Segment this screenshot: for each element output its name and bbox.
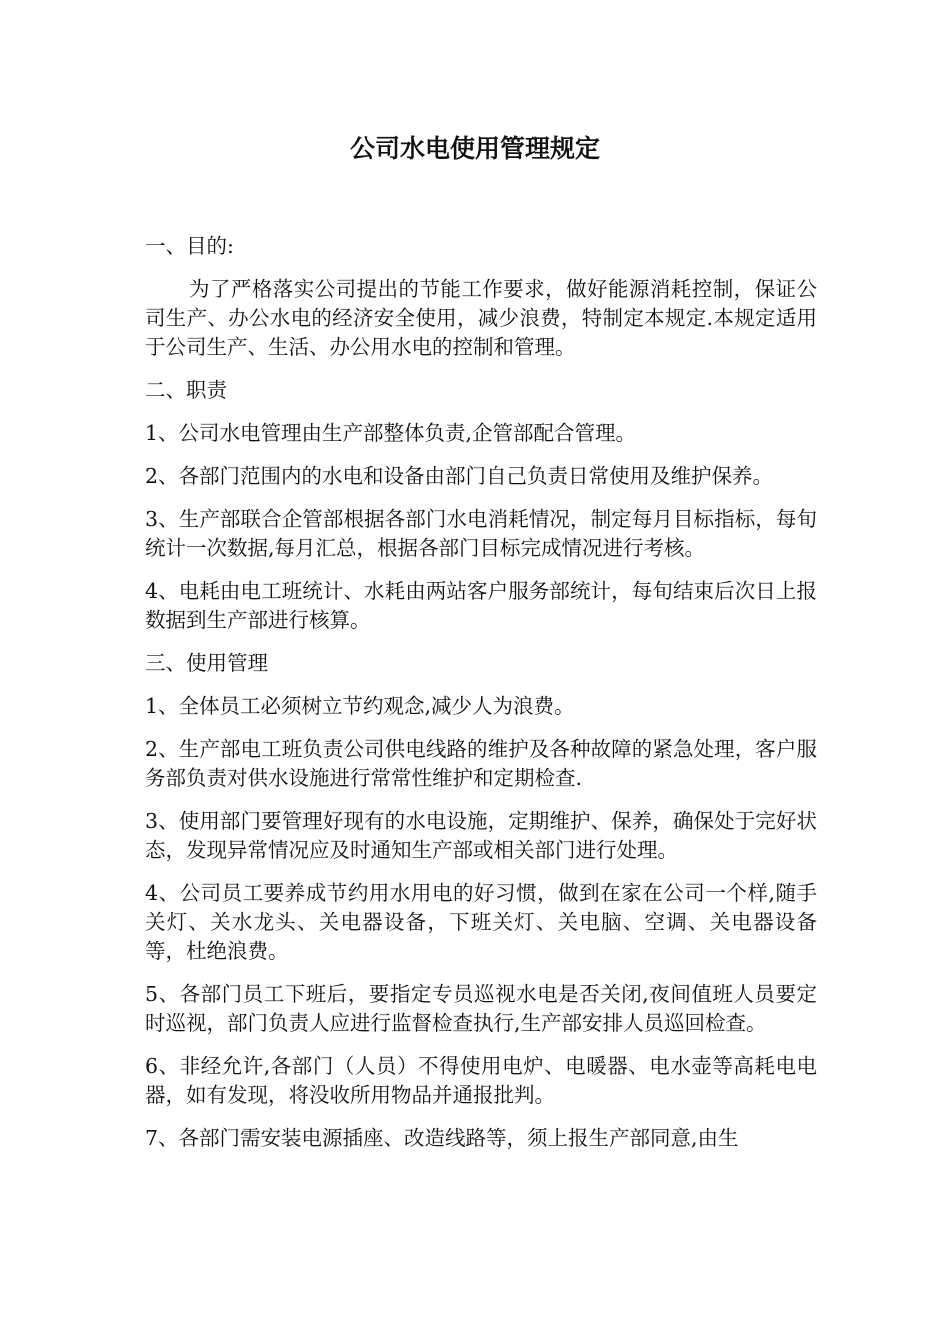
paragraph-usage-7: 7、各部门需安装电源插座、改造线路等，须上报生产部同意,由生 — [145, 1126, 739, 1150]
paragraph-usage-6: 6、非经允许,各部门（人员）不得使用电炉、电暖器、电水壶等高耗电电器，如有发现，将没收所用物品并通报批判。 — [145, 1054, 817, 1107]
paragraph-responsibility-1: 1、公司水电管理由生产部整体负责,企管部配合管理。 — [145, 421, 637, 445]
paragraph-usage-2: 2、生产部电工班负责公司供电线路的维护及各种故障的紧急处理，客户服务部负责对供水设施进行常常性维护和定期检查. — [145, 737, 817, 790]
section-heading-responsibilities: 二、职责 — [145, 378, 227, 402]
document-body — [145, 232, 817, 1167]
paragraph-responsibility-4: 4、电耗由电工班统计、水耗由两站客户服务部统计，每旬结束后次日上报数据到生产部进行核算。 — [145, 579, 817, 632]
paragraph-usage-1: 1、全体员工必须树立节约观念,减少人为浪费。 — [145, 694, 575, 718]
paragraph-usage-5: 5、各部门员工下班后，要指定专员巡视水电是否关闭,夜间值班人员要定时巡视，部门负责人应进行监督检查执行,生产部安排人员巡回检查。 — [145, 982, 817, 1035]
section-heading-usage: 三、使用管理 — [145, 651, 268, 675]
paragraph-responsibility-2: 2、各部门范围内的水电和设备由部门自己负责日常使用及维护保养。 — [145, 464, 774, 488]
paragraph-responsibility-3: 3、生产部联合企管部根据各部门水电消耗情况，制定每月目标指标，每旬统计一次数据,每月汇总，根据各部门目标完成情况进行考核。 — [145, 507, 817, 560]
paragraph-usage-3: 3、使用部门要管理好现有的水电设施，定期维护、保养，确保处于完好状态，发现异常情况应及时通知生产部或相关部门进行处理。 — [145, 809, 817, 862]
section-heading-purpose: 一、目的: — [145, 234, 234, 258]
paragraph-purpose: 为了严格落实公司提出的节能工作要求，做好能源消耗控制，保证公司生产、办公水电的经济安全使用，减少浪费，特制定本规定.本规定适用于公司生产、生活、办公用水电的控制和管理。 — [145, 277, 817, 359]
paragraph-usage-4: 4、公司员工要养成节约用水用电的好习惯，做到在家在公司一个样,随手关灯、关水龙头、关电器设备，下班关灯、关电脑、空调、关电器设备等，杜绝浪费。 — [145, 881, 817, 963]
document-title: 公司水电使用管理规定 — [349, 134, 600, 163]
